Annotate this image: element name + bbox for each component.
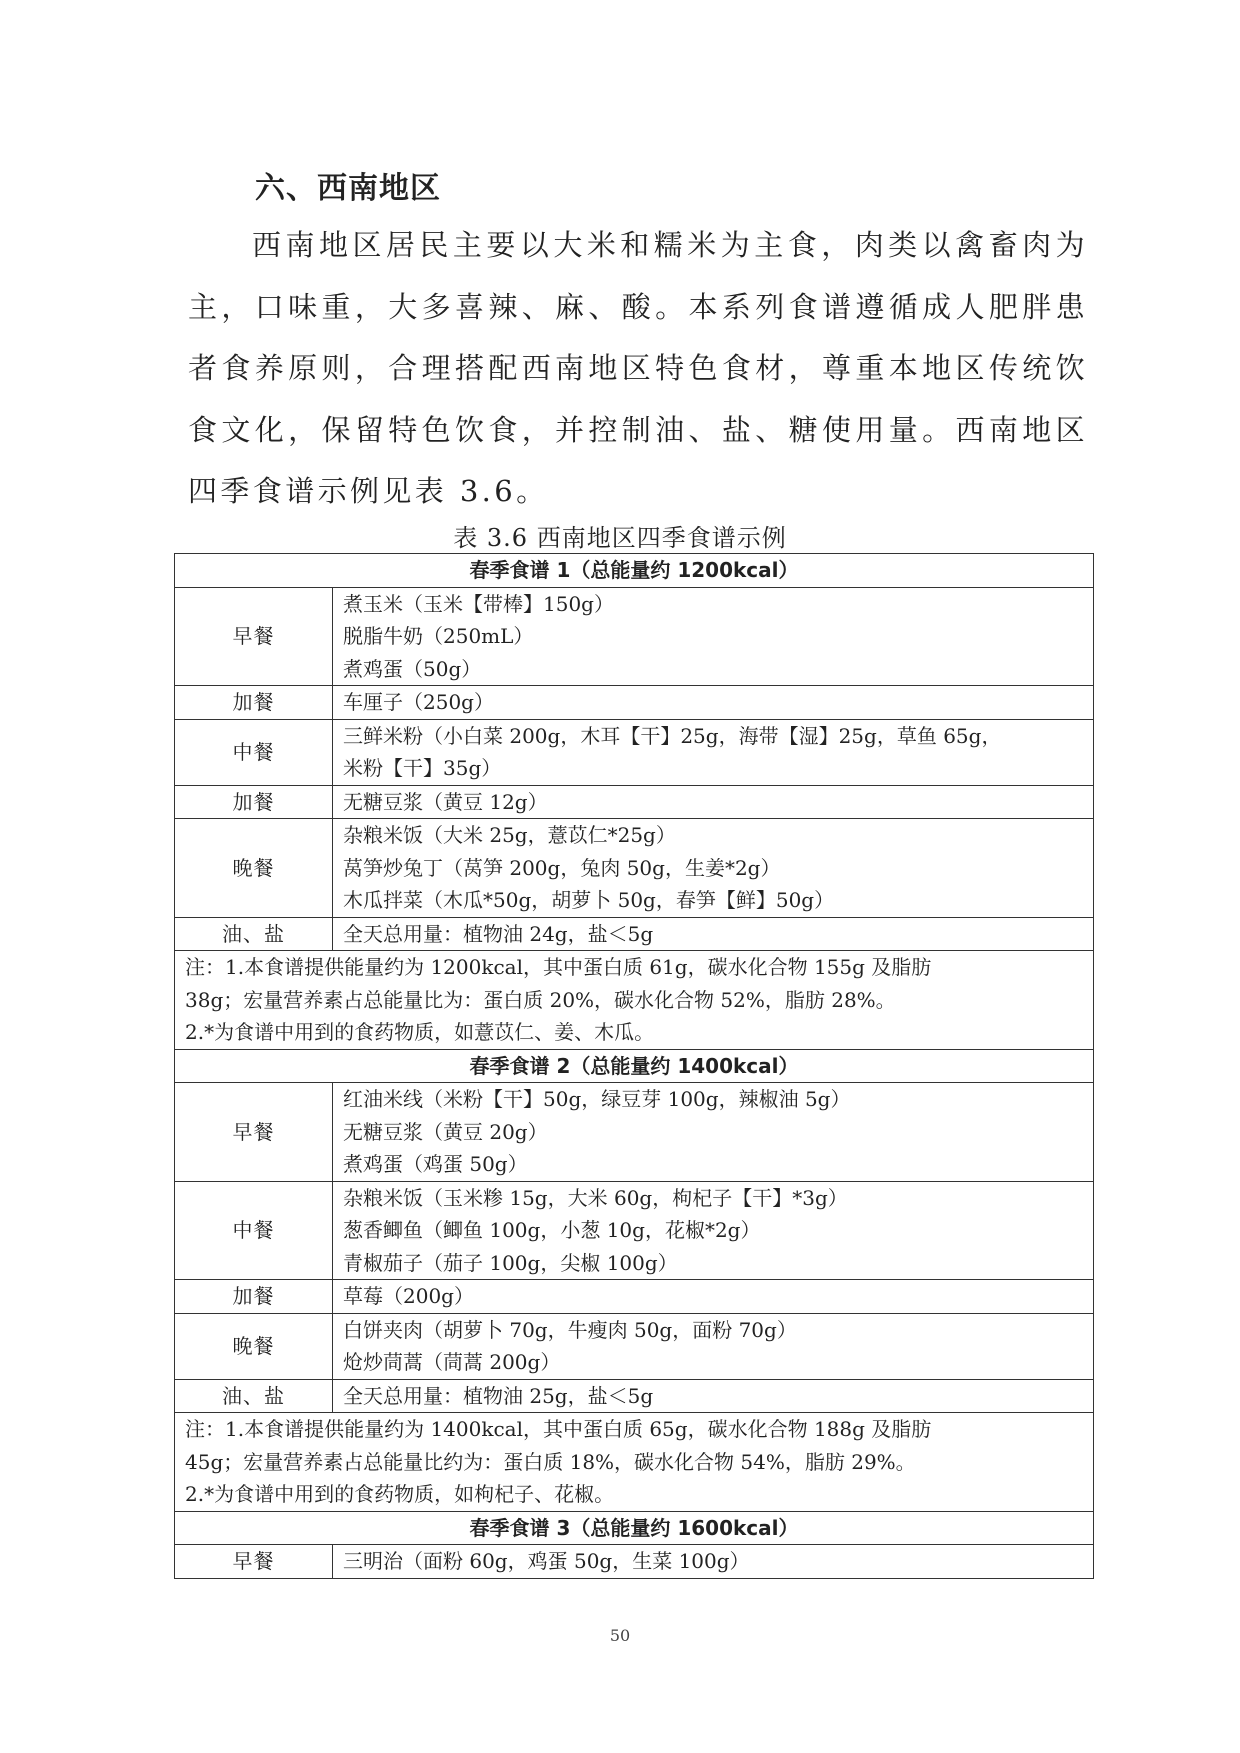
meal-label: 早餐 [175, 1083, 333, 1182]
dish: 无糖豆浆（黄豆 12g） [343, 789, 548, 814]
recipe-title-row [175, 1511, 1094, 1545]
dish: 煮玉米（玉米【带棒】150g） [343, 591, 614, 616]
dish: 葱香鲫鱼（鲫鱼 100g，小葱 10g，花椒*2g） [343, 1218, 761, 1242]
note-line: 2.*为食谱中用到的食药物质，如薏苡仁、姜、木瓜。 [185, 1020, 655, 1044]
intro-line: 四季食谱示例见表 3.6。 [188, 474, 549, 508]
meal-row [175, 1280, 1094, 1314]
dish: 全天总用量：植物油 25g，盐＜5g [343, 1383, 654, 1408]
recipe-title-row [175, 554, 1094, 588]
meal-label: 晚餐 [175, 819, 333, 918]
dish: 木瓜拌菜（木瓜*50g，胡萝卜 50g，春笋【鲜】50g） [343, 888, 835, 912]
meal-items [333, 1379, 1094, 1413]
intro-line: 食文化，保留特色饮食，并控制油、盐、糖使用量。西南地区 [188, 412, 1088, 447]
dish: 煮鸡蛋（50g） [343, 656, 482, 681]
dish: 杂粮米饭（玉米糁 15g，大米 60g，枸杞子【干】*3g） [343, 1185, 848, 1210]
meal-label: 加餐 [175, 1280, 333, 1314]
recipe-notes [175, 951, 1094, 1050]
notes-row [175, 951, 1094, 1050]
meal-items [333, 719, 1094, 785]
dish: 三鲜米粉（小白菜 200g，木耳【干】25g，海带【湿】25g，草鱼 65g， [343, 723, 1002, 748]
meal-row [175, 1379, 1094, 1413]
dish: 红油米线（米粉【干】50g，绿豆芽 100g，辣椒油 5g） [343, 1087, 851, 1111]
recipe-title: 春季食谱 2（总能量约 1400kcal） [175, 1049, 1094, 1083]
recipe-title-row [175, 1049, 1094, 1083]
dish: 白饼夹肉（胡萝卜 70g，牛瘦肉 50g，面粉 70g） [343, 1317, 797, 1342]
meal-items [333, 1083, 1094, 1182]
meal-row [175, 785, 1094, 819]
dish: 米粉【干】35g） [343, 756, 502, 780]
meal-items [333, 1313, 1094, 1379]
meal-items [333, 587, 1094, 686]
meal-row [175, 819, 1094, 918]
dish: 车厘子（250g） [343, 690, 494, 714]
meal-row [175, 1545, 1094, 1579]
meal-items [333, 917, 1094, 951]
meal-label: 晚餐 [175, 1313, 333, 1379]
meal-label: 加餐 [175, 686, 333, 720]
dish: 三明治（面粉 60g，鸡蛋 50g，生菜 100g） [343, 1549, 750, 1573]
meal-items [333, 819, 1094, 918]
dish: 无糖豆浆（黄豆 20g） [343, 1119, 548, 1144]
meal-row [175, 1181, 1094, 1280]
meal-items [333, 785, 1094, 819]
page-number: 50 [609, 1626, 631, 1645]
dish: 杂粮米饭（大米 25g，薏苡仁*25g） [343, 823, 676, 847]
intro-paragraph [188, 215, 1088, 523]
note-line: 注：1.本食谱提供能量约为 1400kcal，其中蛋白质 65g，碳水化合物 188g 及脂肪 [185, 1417, 932, 1441]
meal-row [175, 719, 1094, 785]
meal-row [175, 917, 1094, 951]
meal-label: 中餐 [175, 1181, 333, 1280]
dish: 莴笋炒兔丁（莴笋 200g，兔肉 50g，生姜*2g） [343, 855, 781, 880]
meal-label: 加餐 [175, 785, 333, 819]
meal-row [175, 686, 1094, 720]
intro-line: 主，口味重，大多喜辣、麻、酸。本系列食谱遵循成人肥胖患 [188, 289, 1088, 324]
meal-row [175, 587, 1094, 686]
meal-row [175, 1083, 1094, 1182]
meal-label: 中餐 [175, 719, 333, 785]
dish: 脱脂牛奶（250mL） [343, 624, 534, 648]
intro-line: 者食养原则，合理搭配西南地区特色食材，尊重本地区传统饮 [188, 351, 1088, 385]
meal-items [333, 1280, 1094, 1314]
dish: 煮鸡蛋（鸡蛋 50g） [343, 1152, 528, 1176]
table-caption: 表 3.6 西南地区四季食谱示例 [453, 524, 787, 552]
dish: 炝炒茼蒿（茼蒿 200g） [343, 1350, 561, 1374]
meal-items [333, 1181, 1094, 1280]
recipe-title: 春季食谱 3（总能量约 1600kcal） [175, 1511, 1094, 1545]
recipe-notes [175, 1413, 1094, 1512]
meal-label: 早餐 [175, 1545, 333, 1579]
dish: 草莓（200g） [343, 1284, 474, 1308]
meal-items [333, 1545, 1094, 1579]
section-heading: 六、西南地区 [255, 171, 441, 206]
recipe-table [174, 553, 1094, 1579]
meal-items [333, 686, 1094, 720]
meal-row [175, 1313, 1094, 1379]
note-line: 注：1.本食谱提供能量约为 1200kcal，其中蛋白质 61g，碳水化合物 155g 及脂肪 [185, 955, 932, 979]
note-line: 45g；宏量营养素占总能量比约为：蛋白质 18%，碳水化合物 54%，脂肪 29%。 [185, 1449, 916, 1474]
note-line: 2.*为食谱中用到的食药物质，如枸杞子、花椒。 [185, 1482, 615, 1506]
note-line: 38g；宏量营养素占总能量比为：蛋白质 20%，碳水化合物 52%，脂肪 28%。 [185, 987, 896, 1012]
intro-line: 西南地区居民主要以大米和糯米为主食，肉类以禽畜肉为 [252, 228, 1088, 262]
dish: 全天总用量：植物油 24g，盐＜5g [343, 921, 654, 946]
dish: 青椒茄子（茄子 100g，尖椒 100g） [343, 1250, 678, 1275]
meal-label: 早餐 [175, 587, 333, 686]
meal-label: 油、盐 [175, 917, 333, 951]
recipe-title: 春季食谱 1（总能量约 1200kcal） [175, 554, 1094, 588]
meal-label: 油、盐 [175, 1379, 333, 1413]
notes-row [175, 1413, 1094, 1512]
